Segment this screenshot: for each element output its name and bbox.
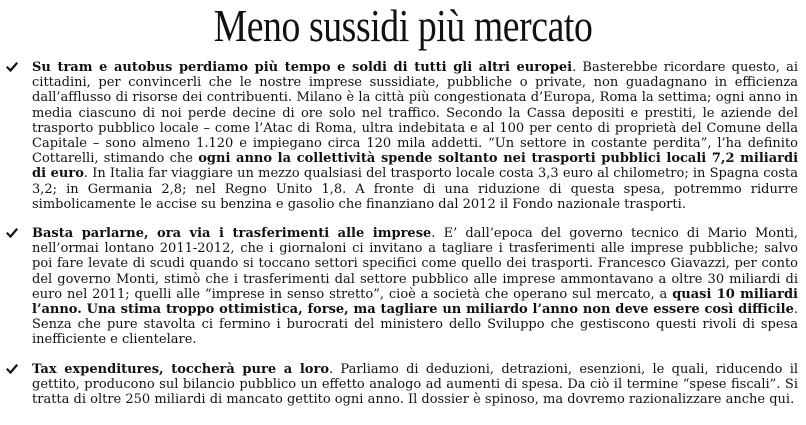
section-highlight: quasi 10 miliardi l’anno. Una stima troppo ottimistica, forse, ma tagliare un miliardo l’anno non deve essere così difficile [32,286,798,318]
headline: Meno sussidi più mercato [213,0,593,51]
section-paragraph [32,60,798,212]
section-text-continued: . In Italia far viaggiare un mezzo qualsiasi del trasporto locale costa 3,3 euro al chilometro; in Spagna costa 3,2; in Germania 2,8; nel Regno Unito 1,8. A fronte di una riduzione di questa spesa, potremmo ridurre simbolicamente le accise su benzina e gasolio che finanziano dal 2012 il Fondo nazionale trasporti. [32,166,799,212]
section-paragraph [32,362,798,408]
section-paragraph [32,226,798,348]
checkmark-icon [6,363,18,375]
section-trasferimenti [6,226,798,348]
section-text: . Basterebbe ricordare questo, ai cittadini, per convincerli che le nostre imprese sussidiate, pubbliche o private, non guadagnano in efficienza dall’afflusso di risorse dei contribuenti. Milano è la città più congestionata d’Europa, Roma la settima; ogni anno in media ciascuno di noi perde decine di ore solo nel traffico. Secondo la Cassa depositi e prestiti, le aziende del trasporto pubblico locale – come l’Atac di Roma, ultra indebitata e al 100 per cento di proprietà del Comune della Capitale – sono almeno 1.120 e impiegano circa 120 mila addetti. “Un settore in costante perdita”, l’ha definito Cottarelli, stimando che [32,60,799,167]
section-text: . Parliamo di deduzioni, detrazioni, esenzioni, le quali, riducendo il gettito, producono sul bilancio pubblico un effetto analogo ad aumenti di spesa. Da ciò il termine “spese fiscali”. Si tratta di oltre 250 miliardi di mancato gettito ogni anno. Il dossier è spinoso, ma dovremo razionalizzare anche qui. [32,361,799,408]
article-body [6,60,798,421]
section-text-continued: . Senza che pure stavolta ci fermino i burocrati del ministero dello Sviluppo che gestiscono questi rivoli di spesa inefficiente e clientelare. [32,302,798,348]
section-lead: Su tram e autobus perdiamo più tempo e soldi di tutti gli altri europei [32,60,573,75]
section-lead: Tax expenditures, toccherà pure a loro [32,361,330,377]
checkmark-icon [6,61,18,73]
checkmark-icon [6,227,18,239]
section-text: . E’ dall’epoca del governo tecnico di Mario Monti, nell’ormai lontano 2011-2012, che i giornaloni ci invitano a tagliare i trasferimenti alle imprese pubbliche; salvo poi fare levate di scudi quando si toccano settori specifici come quello dei trasporti. Francesco Giavazzi, per conto del governo Monti, stimò che i trasferimenti dal settore pubblico alle imprese ammontavano a oltre 30 miliardi di euro nel 2011; quelli alle “imprese in senso stretto”, cioè a società che operano sul mercato, a [32,226,798,302]
section-highlight: ogni anno la collettività spende soltanto nei trasporti pubblici locali 7,2 miliardi di euro [32,151,799,182]
section-tax-expenditures [6,362,798,408]
section-trasporti [6,60,798,212]
section-lead: Basta parlarne, ora via i trasferimenti alle imprese [32,226,432,242]
